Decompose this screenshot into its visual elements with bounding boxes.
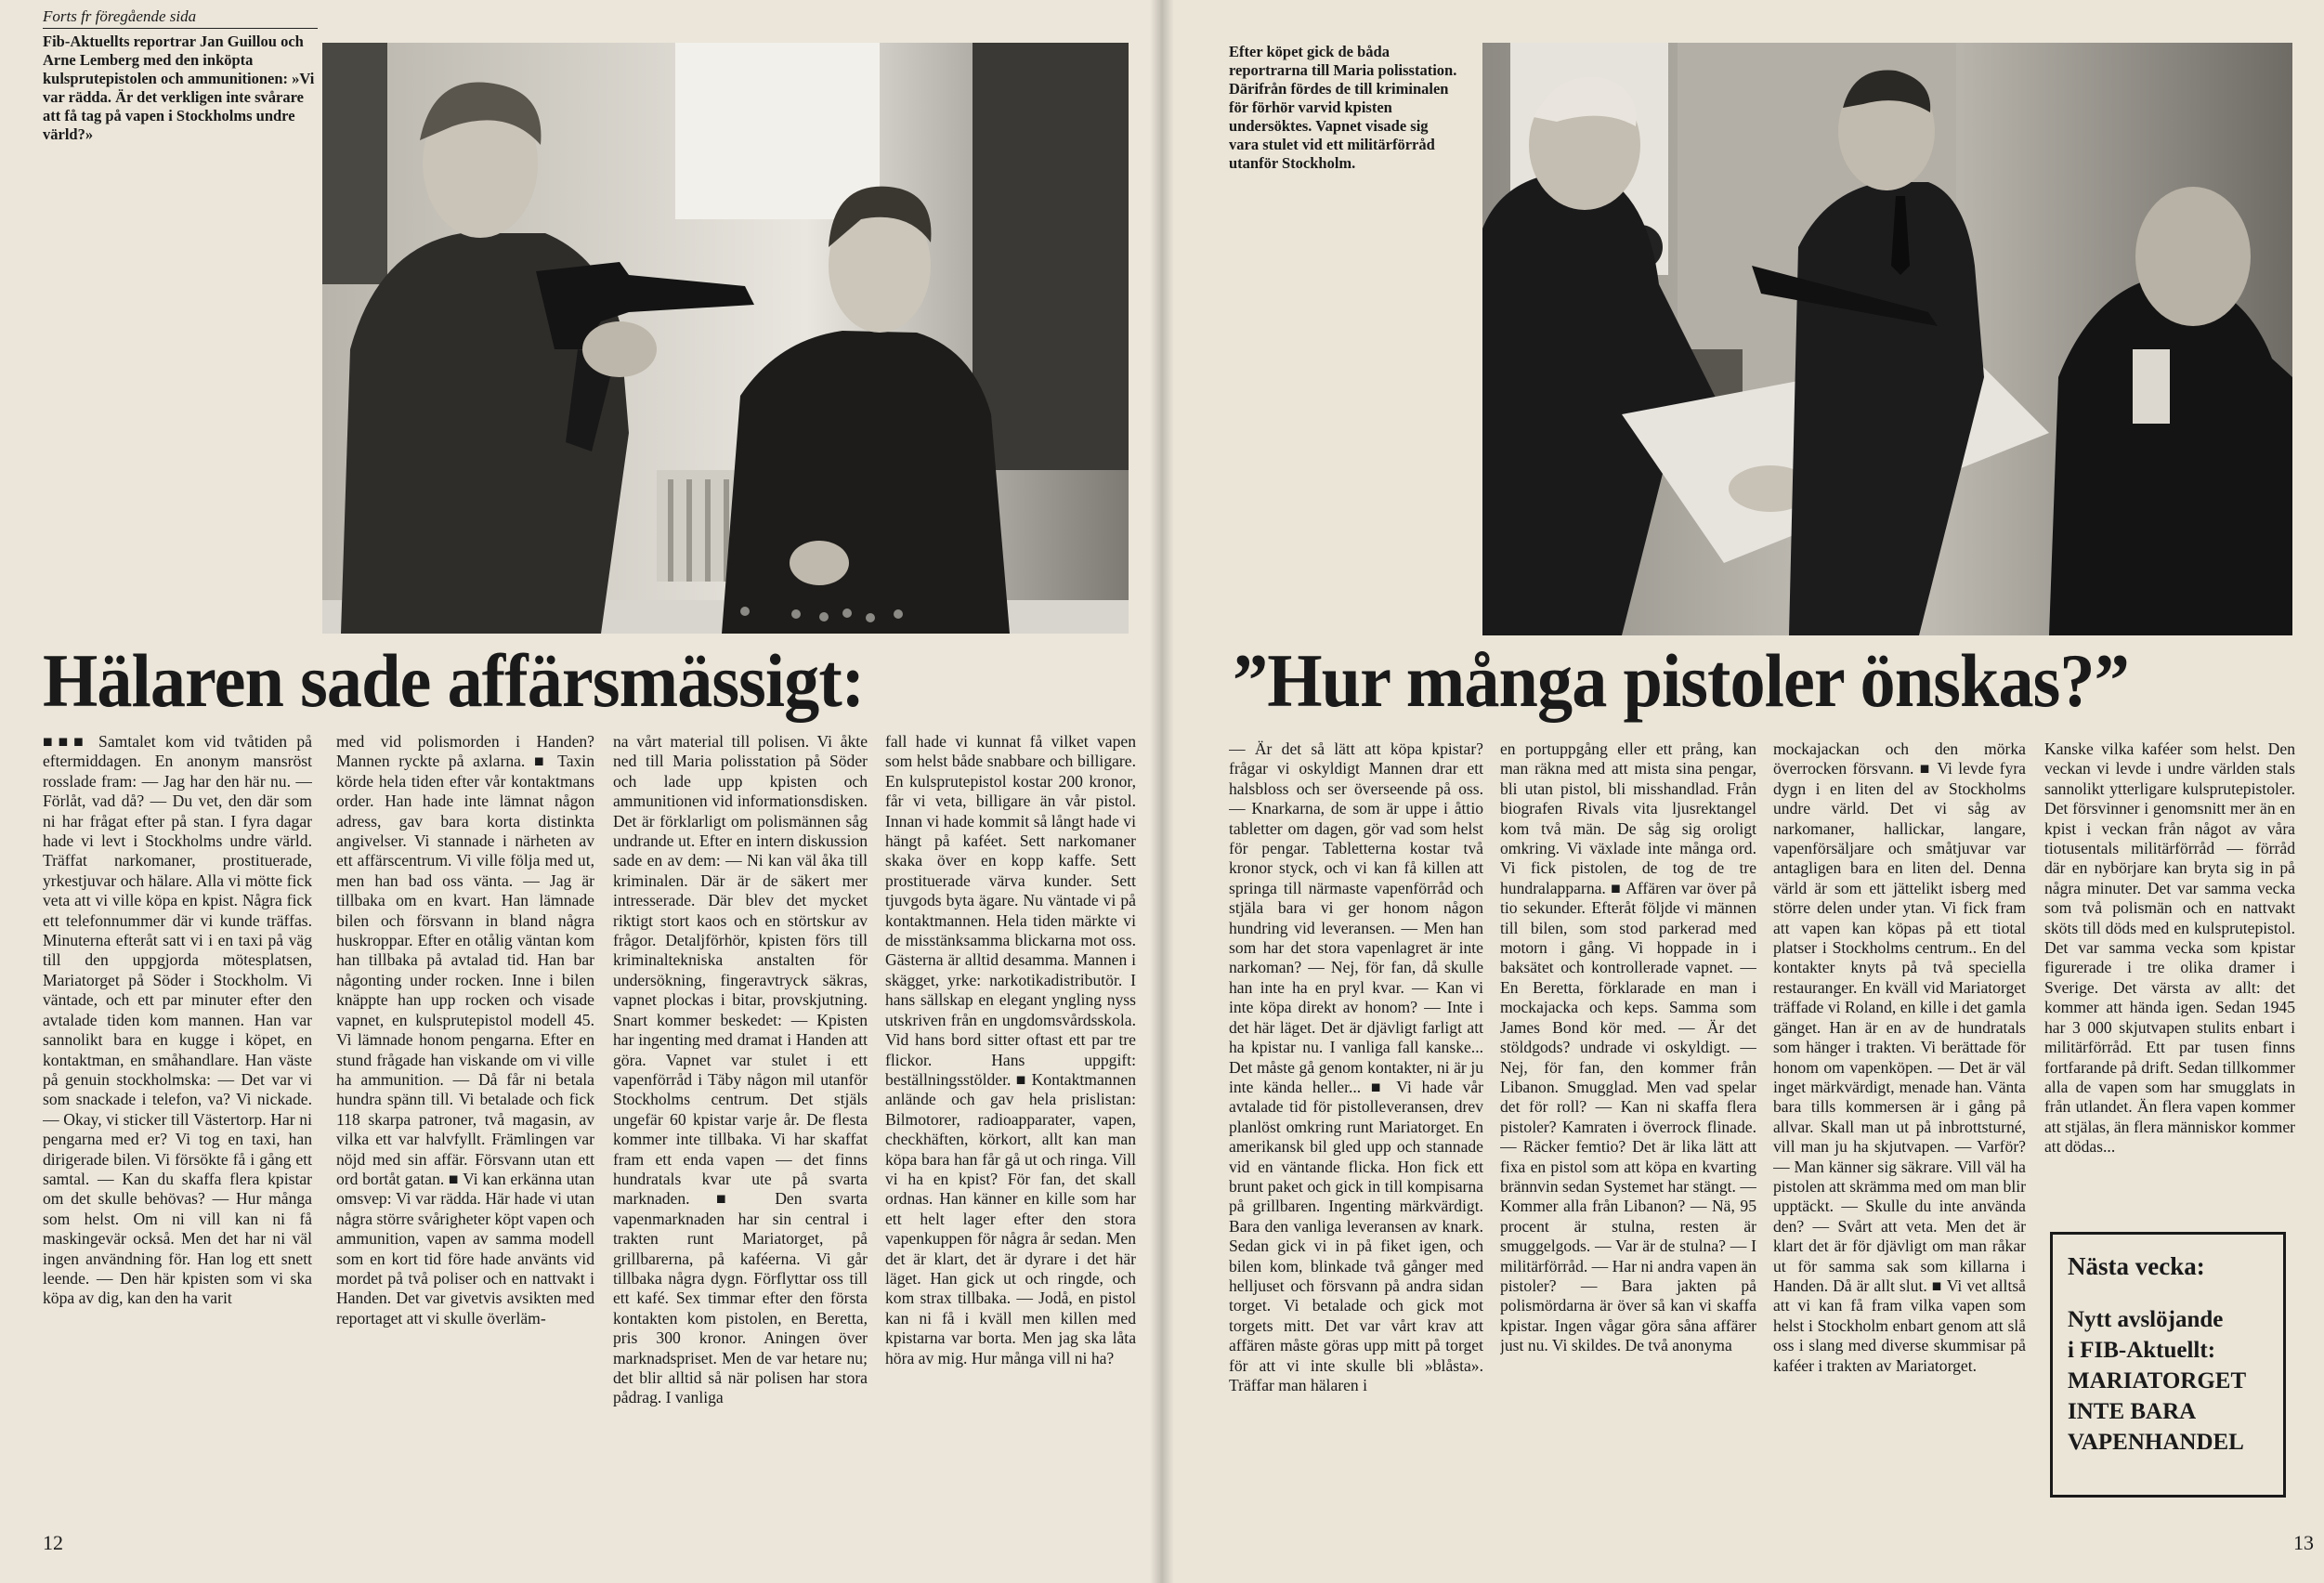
article-column-2: med vid polismorden i Handen? Mannen ryckte på axlarna. ■ Taxin körde hela tiden efter vår kontaktmans order. Han hade inte lämnat någon adress, gav bara korta distinkta angivelser. Vi stannade i närheten av ett affärscentrum. Vi ville följa med ut, men han bad oss vänta. — Jag är tillbaka om en kvart. Han lämnade bilen och försvann in bland några huskroppar. Efter en otålig väntan kom han tillbaka på avtalad tid. Han bar någonting under rocken. Inne i bilen knäppte han upp rocken och visade vapnet, en kulsprutepistol modell 45. Vi lämnade honom pengarna. Efter en stund frågade han viskande om vi ville ha ammunition. — Då får ni betala hundra spänn till. Vi betalade och fick 118 skarpa patroner, två magasin, av vilka ett var halvfyllt. Främlingen var nöjd med sin affär. Försvann utan ett ord bortåt gatan. ■ Vi kan erkänna utan omsvep: Vi var rädda. Här hade vi utan några större svårigheter köpt vapen och ammunition, vapen av samma modell som en kort tid före hade använts vid mordet på två poliser och en nattvakt i Handen. Det var givetvis avsikten med reportaget att vi skulle överläm- [336,732,594,1328]
article-column-8: Kanske vilka kaféer som helst. Den veckan vi levde i undre världen stals sannolikt ytterligare kulsprutepistoler. Det försvinner i genomsnitt mer än en kpist i veckan från något av våra tiotusentals militärförråd — förråd där en nybörjare kan bryta sig in på några minuter. Det var samma vecka som två polismän och en nattvakt sköts till döds med en kulsprutepistol. Det var samma vecka som kpistar figurerade i tre olika dramer i Sverige. Det värsta av allt: det kommer att hända igen. Sedan 1945 har 3 000 skjutvapen stulits enbart i militärförråd. Ett par tusen finns fortfarande på drift. Sedan tillkommer alla de vapen som har smugglats in från utlandet. Än flera vapen kommer att stjälas, än flera människor kommer att dödas... [2044,739,2295,1157]
photo-caption-left [43,7,318,144]
photo-reporters-image [322,43,1129,634]
next-week-line: INTE BARA [2068,1399,2197,1424]
article-column-3: na vårt material till polisen. Vi åkte ned till Maria polisstation på Söder och lade upp kpisten och ammunitionen vid informationsdisken. Det är förklarligt om polismännen såg undrande ut. Efter en intern diskussion sade en av dem: — Ni kan väl åka till kriminalen. Där är de säkert mer intresserade. Där blev det mycket riktigt stort kaos och en störtskur av frågor. Detaljförhör, kpisten förs till kriminaltekniska anstalten för undersökning, fingeravtryck säkras, vapnet plockas i bitar, provskjutning. Snart kommer beskedet: — Kpisten har ingenting med dramat i Handen att göra. Vapnet var stulet i ett vapenförråd i Täby någon mil utanför Stockholms centrum. Det stjäls ungefär 60 kpistar varje år. De flesta kommer inte tillbaka. Vi har skaffat fram ett enda vapen — det finns hundratals kvar ute på svarta marknaden. ■ Den svarta vapenmarknaden har sin central i trakten runt Mariatorget, på grillbarerna, på kaféerna. Vi går tillbaka några dygn. Förflyttar oss till ett kafé. Sex timmar efter den första kontakten kom pistolen, en Beretta, pris 300 kronor. Aningen över marknadspriset. Men de var hetare nu; det blir alltid så när polisen har stora pådrag. I vanliga [613,732,868,1407]
article-column-6: en portuppgång eller ett prång, kan man räkna med att mista sina pengar, bli utan pistol, bli misshandlad. Från biografen Rivals vita ljusrektangel kom två män. De såg sig oroligt omkring. Vi växlade inte många ord. Vi fick pistolen, de tog de tre hundralapparna. ■ Affären var över på tio sekunder. Efteråt följde vi männen till bilen, som stod parkerad med motorn i gång. Vi hoppade in i baksätet och kontrollerade vapnet. — En Beretta, förklarade en man i mockajacka och keps. Samma som James Bond kör med. — Är det stöldgods? undrade vi oskyldigt. — Nej, för fan, den kommer från Libanon. Smugglad. Men vad spelar det för roll? — Kan ni skaffa flera pistoler? Kamraten i överrock flinade. — Räcker femtio? Det är lika lätt att fixa en pistol som att köpa en kvarting brännvin sedan Systemet har stängt. — Kommer alla från Libanon? — Nä, 95 procent är stulna, resten är smuggelgods. — Var är de stulna? — I militärförråd. — Har ni andra vapen än pistoler? — Bara jakten på polismördarna är över så kan vi skaffa kpistar. Ingen vågar göra såna affärer just nu. Vi skildes. De två anonyma [1500,739,1756,1355]
continued-note: Forts fr föregående sida [43,7,318,29]
article-column-1: ■■■ Samtalet kom vid tvåtiden på eftermiddagen. En anonym mansröst rosslade fram: — Jag har den här nu. — Förlåt, vad då? — Du vet, den där som ni har frågat efter på stan. I fyra dagar hade vi levt i Stockholms undre värld. Träffat narkomaner, prostituerade, yrkestjuvar och hälare. Alla vi mötte fick veta att vi ville köpa en kpist. Några fick ett telefonnummer där vi kunde träffas. Minuterna efteråt satt vi i en taxi på väg till den uppgjorda mötesplatsen, Mariatorget på Söder i Stockholm. Vi väntade, och ett par minuter efter den avtalade tiden kom mannen. Han var sannolikt bara en kugge i köpet, en kontaktman, en småhandlare. Han väste på genuin stockholmska: — Det var vi som snackade i telefon, va? Vi nickade. — Okay, vi sticker till Västertorp. Har ni pengarna med er? Vi tog en taxi, han dirigerade bilen. Vi försökte få i gång ett samtal. — Kan du skaffa flera kpistar om det skulle behövas? — Hur många som helst. Om ni vill kan ni få maskingevär också. Men det har ni väl ingen användning för. Han log ett snett leende. — Den här kpisten som vi ska köpa av dig, kan den ha varit [43,732,312,1308]
headline-left: Hälaren sade affärsmässigt: [43,638,865,723]
next-week-line: i FIB-Aktuellt: [2068,1338,2216,1363]
photo-reporters-with-gun [322,43,1129,634]
caption-text-right: Efter köpet gick de båda reportrarna till Maria polisstation. Därifrån fördes de till kriminalen för förhör varvid kpisten undersöktes. Vapnet visade sig vara stulet vid ett militärförråd utanför Stockholm. [1229,43,1457,172]
photo-police-image [1482,43,2292,635]
headline-right: ”Hur många pistoler önskas?” [1233,638,2129,723]
article-column-4: fall hade vi kunnat få vilket vapen som helst både snabbare och billigare. En kulsprutepistol kostar 200 kronor, får vi veta, billigare än vår pistol. Innan vi hade kommit så långt hade vi hängt på kaféet. Sett narkomaner skaka över en kopp kaffe. Sett prostituerade värva kunder. Sett tjuvgods byta ägare. Nu väntade vi på kontaktmannen. Hela tiden märkte vi de misstänksamma blickarna mot oss. Gästerna är alltid desamma. Mannen i skägget, yrke: narkotikadistributör. I hans sällskap en elegant yngling nyss utskriven från en ungdomsvårdsskola. Vid hans bord sitter oftast ett par tre flickor. Hans uppgift: beställningsstölder. ■ Kontaktmannen anlände och gav hela prislistan: Bilmotorer, radioapparater, vapen, checkhäften, körkort, allt kan man köpa bara han får gå ut och ringa. Vill vi ha en kpist? För fan, det skall ordnas. Han känner en kille som har ett helt lager efter den stora vapenkuppen för några år sedan. Men det är klart, det är dyrare i det här läget. Han gick ut och ringde, och kom strax tillbaka. — Jodå, en pistol kan ni få i kväll men killen med kpistarna var borta. Men jag ska låta höra av mig. Hur många vill ni ha? [885,732,1136,1367]
next-week-line: Nytt avslöjande [2068,1307,2224,1332]
article-column-5: — Är det så lätt att köpa kpistar? frågar vi oskyldigt Mannen drar ett halsbloss och ser överseende på oss. — Knarkarna, de som är uppe i åttio tabletter om dagen, gör vad som helst för pengar. Tabletterna kostar två kronor styck, och vi kan få killen att springa till närmaste vapenförråd och stjäla bara vi ger honom någon hundring vid leveransen. — Men han som har det stora vapenlagret är inte narkoman? — Nej, för fan, då skulle han inte ha en pryl kvar. — Kan vi inte köpa direkt av honom? — Inte i det här läget. Det är djävligt farligt att ha kpistar nu. I vanliga fall kanske... Det måste gå genom kontakter, ni är ju inte kända heller... ■ Vi hade vår avtalade tid för pistolleveransen, drev planlöst omkring runt Mariatorget. En amerikansk bil gled upp och stannade vid en väntande flicka. Hon fick ett brunt paket och gick in till kompisarna på grillbaren. Ingenting märkvärdigt. Bara den vanliga leveransen av knark. Sedan gick vi in på fiket igen, och bilen kom, blinkade två gånger med helljuset och försvann på andra sidan torget. Vi betalade och gick mot torgets mitt. Det var vårt krav att affären måste göras upp mitt på torget för att vi inte skulle bli »blåsta». Träffar man hälaren i [1229,739,1483,1394]
next-week-box [2050,1232,2286,1498]
next-week-line: VAPENHANDEL [2068,1430,2244,1455]
caption-text: Fib-Aktuellts reportrar Jan Guillou och Arne Lemberg med den inköpta kulsprutepistolen och ammunitionen: »Vi var rädda. Är det verkligen inte svårare att få tag på vapen i Stockholms undre värld?» [43,33,315,143]
page-gutter [1150,0,1174,1583]
page-number-right: 13 [2293,1531,2314,1554]
article-column-7: mockajackan och den mörka överrocken försvann. ■ Vi levde fyra dygn i en liten del av Stockholms undre värld. Det vi såg av narkomaner, hallickar, langare, vapenförsäljare och småtjuvar var antagligen bara en liten del. Denna värld är som ett jättelikt isberg med större delen under ytan. Vi fick fram att vapen kan köpas på ett tiotal platser i Stockholms centrum.. En del kontakter knyts på två speciella restauranger. En kväll vid Mariatorget träffade vi Roland, en kille i det gamla gänget. Han är en av de hundratals som hänger i trakten. Vi berättade för honom om vapenköpen. — Det är väl inget märkvärdigt, menade han. Vänta bara tills kommersen är i gång på allvar. Skall man ut på inbrottsturné, vill man ju ha skjutvapen. — Varför? — Man känner sig säkrare. Vill väl ha pistolen att skrämma med om man blir upptäckt. — Skulle du inte använda den? — Svårt att veta. Men det är klart det är för djävligt om man råkar ut för samma sak som killarna i Handen. Då är allt slut. ■ Vi vet alltså att vi kan få fram vilka vapen som helst i Stockholm enbart genom att slå oss i slang med diverse skummisar på kaféer i trakten av Mariatorget. [1773,739,2026,1375]
page-number-left: 12 [43,1531,63,1554]
next-week-title: Nästa vecka: [2068,1252,2205,1280]
next-week-line: MARIATORGET [2068,1368,2247,1393]
photo-police-examining-gun [1482,43,2292,635]
photo-caption-right [1229,43,1461,173]
